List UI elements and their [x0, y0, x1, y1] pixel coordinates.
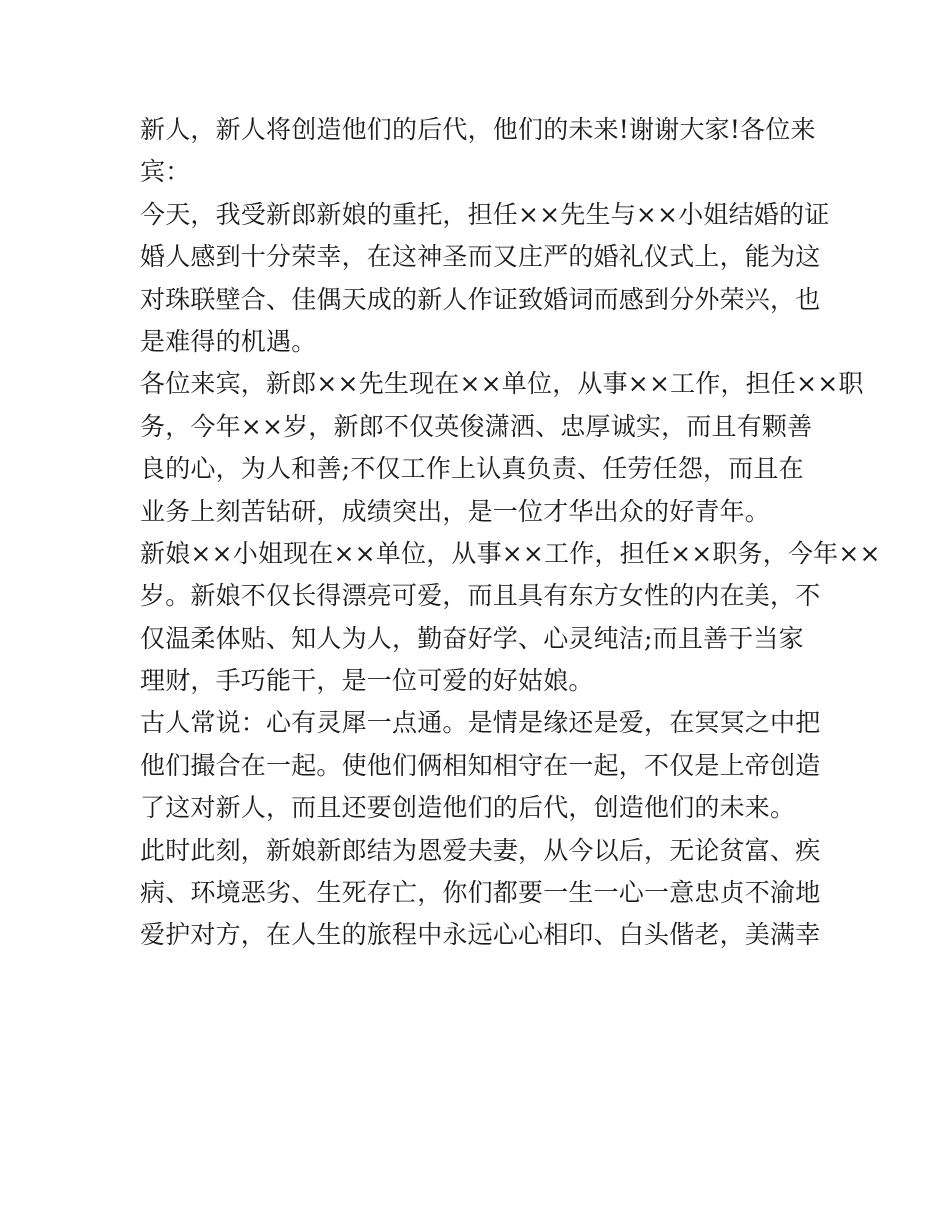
text-line: 理财，手巧能干，是一位可爱的好姑娘。	[140, 666, 594, 696]
text-line: 是难得的机遇。	[140, 326, 317, 356]
text-line: 新娘××小姐现在××单位，从事××工作，担任××职务，今年××	[140, 538, 881, 568]
text-line: 岁。新娘不仅长得漂亮可爱，而且具有东方女性的内在美，不	[140, 581, 821, 611]
text-line: 了这对新人，而且还要创造他们的后代，创造他们的未来。	[140, 793, 796, 823]
text-line: 病、环境恶劣、生死存亡，你们都要一生一心一意忠贞不渝地	[140, 878, 821, 908]
text-line: 今天，我受新郎新娘的重托，担任××先生与××小姐结婚的证	[140, 199, 830, 229]
text-line: 婚人感到十分荣幸，在这神圣而又庄严的婚礼仪式上，能为这	[140, 242, 821, 272]
text-line: 爱护对方，在人生的旅程中永远心心相印、白头偕老，美满幸	[140, 920, 821, 950]
text-line: 良的心，为人和善;不仅工作上认真负责、任劳任怨，而且在	[140, 454, 804, 484]
text-line: 新人，新人将创造他们的后代，他们的未来!谢谢大家!各位来	[140, 115, 816, 144]
text-line: 务，今年××岁，新郎不仅英俊潇洒、忠厚诚实，而且有颗善	[140, 411, 813, 441]
text-line: 他们撮合在一起。使他们俩相知相守在一起，不仅是上帝创造	[140, 750, 821, 780]
document-body-text	[140, 109, 881, 957]
text-line: 古人常说：心有灵犀一点通。是情是缘还是爱，在冥冥之中把	[140, 708, 821, 738]
text-line: 仅温柔体贴、知人为人，勤奋好学、心灵纯洁;而且善于当家	[140, 623, 804, 653]
text-line: 此时此刻，新娘新郎结为恩爱夫妻，从今以后，无论贫富、疾	[140, 835, 821, 865]
text-line: 宾：	[140, 157, 191, 187]
text-line: 对珠联壁合、佳偶天成的新人作证致婚词而感到分外荣兴，也	[140, 284, 821, 314]
text-line: 各位来宾，新郎××先生现在××单位，从事××工作，担任××职	[140, 369, 864, 399]
text-line: 业务上刻苦钻研，成绩突出，是一位才华出众的好青年。	[140, 496, 771, 526]
